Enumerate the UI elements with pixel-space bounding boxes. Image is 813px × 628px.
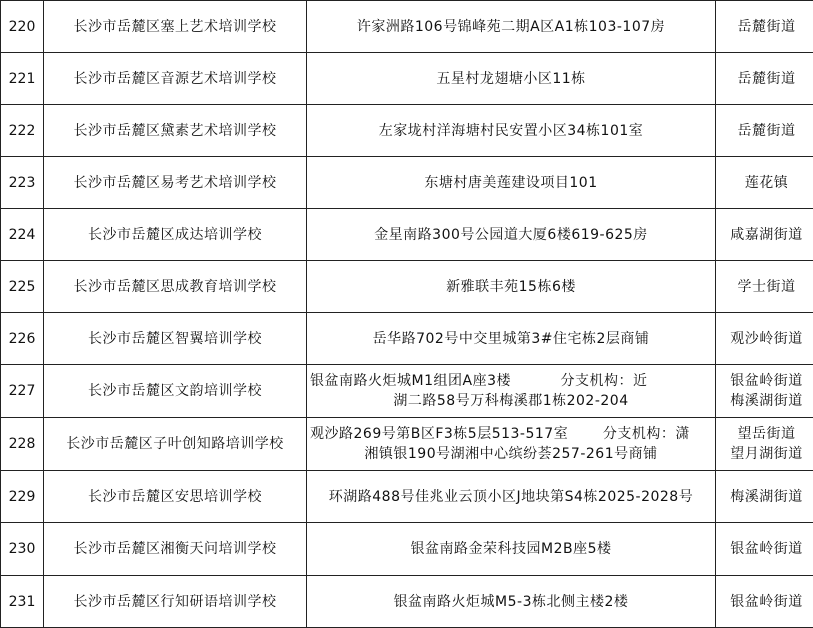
street-office — [716, 53, 813, 105]
school-address — [307, 261, 716, 313]
row-number: 222 — [1, 105, 44, 157]
street-office — [716, 523, 813, 576]
address-line: 五星村龙翅塘小区11栋 — [310, 69, 712, 89]
school-address — [307, 209, 716, 261]
school-address — [307, 313, 716, 365]
street-line: 银盆岭街道 — [719, 539, 813, 559]
street-office — [716, 365, 813, 418]
street-line: 莲花镇 — [719, 173, 813, 193]
row-number: 228 — [1, 418, 44, 471]
school-address — [307, 471, 716, 523]
table-row — [1, 105, 813, 157]
table-row — [1, 157, 813, 209]
row-number: 223 — [1, 157, 44, 209]
school-name: 长沙市岳麓区思成教育培训学校 — [44, 261, 307, 313]
table-row — [1, 313, 813, 365]
table-row — [1, 53, 813, 105]
table-row — [1, 365, 813, 418]
address-line: 左家垅村洋海塘村民安置小区34栋101室 — [310, 121, 712, 141]
school-address — [307, 53, 716, 105]
school-name: 长沙市岳麓区行知研语培训学校 — [44, 576, 307, 628]
school-address — [307, 523, 716, 576]
street-line: 梅溪湖街道 — [719, 391, 813, 411]
street-line: 望岳街道 — [719, 424, 813, 444]
street-office — [716, 576, 813, 628]
row-number: 231 — [1, 576, 44, 628]
row-number: 230 — [1, 523, 44, 576]
street-line: 咸嘉湖街道 — [719, 225, 813, 245]
street-line: 梅溪湖街道 — [719, 487, 813, 507]
school-name: 长沙市岳麓区成达培训学校 — [44, 209, 307, 261]
school-name: 长沙市岳麓区文韵培训学校 — [44, 365, 307, 418]
table-row — [1, 576, 813, 628]
street-office — [716, 105, 813, 157]
row-number: 220 — [1, 1, 44, 53]
street-line: 银盆岭街道 — [719, 371, 813, 391]
row-number: 229 — [1, 471, 44, 523]
table-row — [1, 209, 813, 261]
school-name: 长沙市岳麓区湘衡天问培训学校 — [44, 523, 307, 576]
table-body — [1, 1, 813, 628]
row-number: 227 — [1, 365, 44, 418]
address-line: 许家洲路106号锦峰苑二期A区A1栋103-107房 — [310, 17, 712, 37]
school-name: 长沙市岳麓区易考艺术培训学校 — [44, 157, 307, 209]
school-name: 长沙市岳麓区音源艺术培训学校 — [44, 53, 307, 105]
address-line: 东塘村唐美莲建设项目101 — [310, 173, 712, 193]
address-line: 湘镇银190号湖湘中心缤纷荟257-261号商铺 — [310, 444, 712, 464]
address-line: 环湖路488号佳兆业云顶小区J地块第S4栋2025-2028号 — [310, 487, 712, 507]
address-line: 新雅联丰苑15栋6楼 — [310, 277, 712, 297]
street-line: 岳麓街道 — [719, 121, 813, 141]
row-number: 224 — [1, 209, 44, 261]
street-office — [716, 471, 813, 523]
school-address — [307, 1, 716, 53]
street-office — [716, 418, 813, 471]
street-line: 观沙岭街道 — [719, 329, 813, 349]
address-line: 银盆南路金荣科技园M2B座5楼 — [310, 539, 712, 559]
street-line: 银盆岭街道 — [719, 592, 813, 612]
school-name: 长沙市岳麓区塞上艺术培训学校 — [44, 1, 307, 53]
address-line: 银盆南路火炬城M5-3栋北侧主楼2楼 — [310, 592, 712, 612]
row-number: 226 — [1, 313, 44, 365]
school-name: 长沙市岳麓区子叶创知路培训学校 — [44, 418, 307, 471]
table-row — [1, 418, 813, 471]
table-row — [1, 1, 813, 53]
school-address — [307, 105, 716, 157]
address-line: 金星南路300号公园道大厦6楼619-625房 — [310, 225, 712, 245]
street-line: 学士街道 — [719, 277, 813, 297]
table-row — [1, 523, 813, 576]
street-office — [716, 209, 813, 261]
school-address — [307, 157, 716, 209]
street-line: 岳麓街道 — [719, 17, 813, 37]
school-address — [307, 418, 716, 471]
school-address — [307, 365, 716, 418]
street-line: 岳麓街道 — [719, 69, 813, 89]
address-line: 湖二路58号万科梅溪郡1栋202-204 — [310, 391, 712, 411]
address-line: 银盆南路火炬城M1组团A座3楼 分支机构：近 — [310, 371, 712, 391]
table-row — [1, 471, 813, 523]
street-office — [716, 313, 813, 365]
school-name: 长沙市岳麓区智翼培训学校 — [44, 313, 307, 365]
table-row — [1, 261, 813, 313]
school-name: 长沙市岳麓区黛素艺术培训学校 — [44, 105, 307, 157]
street-office — [716, 261, 813, 313]
row-number: 225 — [1, 261, 44, 313]
address-line: 岳华路702号中交里城第3#住宅栋2层商铺 — [310, 329, 712, 349]
street-line: 望月湖街道 — [719, 444, 813, 464]
school-name: 长沙市岳麓区安思培训学校 — [44, 471, 307, 523]
street-office — [716, 1, 813, 53]
address-line: 观沙路269号第B区F3栋5层513-517室 分支机构：潇 — [310, 424, 712, 444]
row-number: 221 — [1, 53, 44, 105]
street-office — [716, 157, 813, 209]
school-address — [307, 576, 716, 628]
